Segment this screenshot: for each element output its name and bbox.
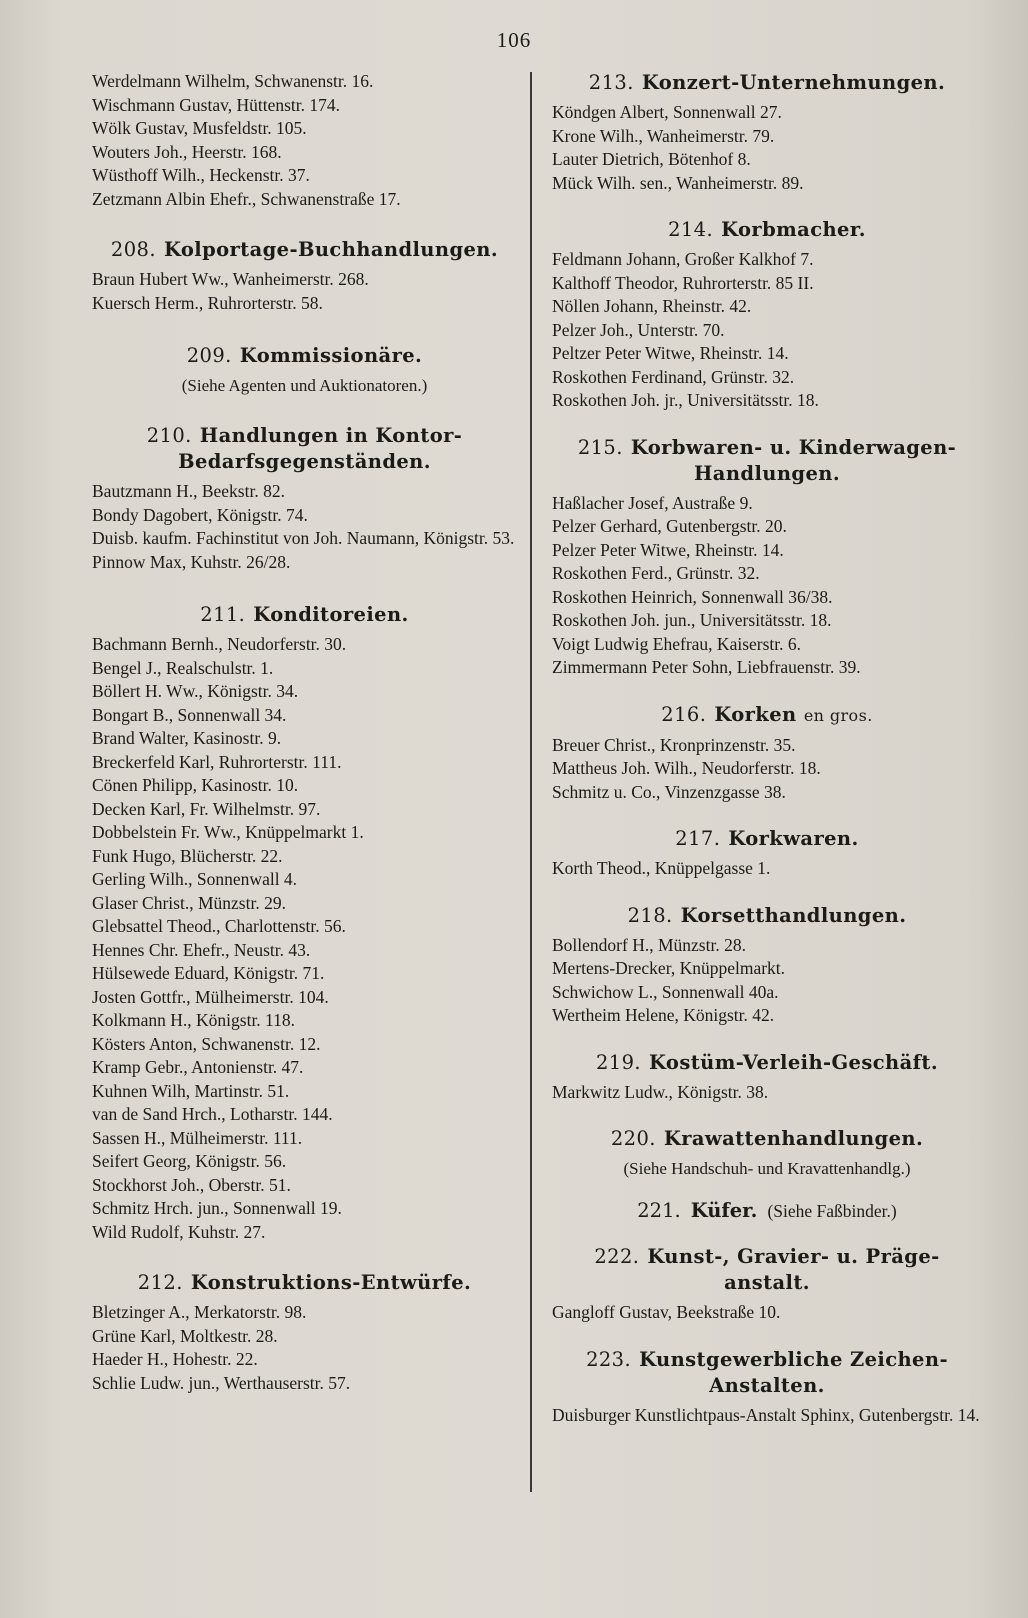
section-217: [552, 826, 982, 881]
list-item: Grüne Karl, Moltkestr. 28.: [92, 1325, 278, 1346]
section-heading: [92, 1270, 517, 1296]
section-208: [92, 237, 517, 315]
list-item: Zetzmann Albin Ehefr., Schwanenstraße 17.: [92, 188, 401, 209]
list-item: Schlie Ludw. jun., Werthauserstr. 57.: [92, 1372, 351, 1393]
list-item: Kuersch Herm., Ruhrorterstr. 58.: [92, 292, 323, 313]
section-title-line2: Handlungen.: [693, 461, 841, 485]
list-item: Kalthoff Theodor, Ruhrorterstr. 85 II.: [552, 272, 814, 293]
section-title-line2: Bedarfsgegenständen.: [178, 450, 431, 473]
section-title: Krawattenhandlungen.: [663, 1127, 924, 1150]
list-item: Markwitz Ludw., Königstr. 38.: [552, 1081, 769, 1102]
list-item: Mertens-Drecker, Knüppelmarkt.: [552, 958, 786, 978]
section-heading: [552, 70, 982, 96]
section-heading: [92, 237, 517, 263]
list-item: Pelzer Joh., Unterstr. 70.: [552, 319, 725, 340]
list-item: Wüsthoff Wilh., Heckenstr. 37.: [92, 165, 310, 185]
section-heading: [92, 602, 517, 628]
left-column: [92, 70, 517, 1417]
section-number: 210.: [146, 424, 192, 447]
list-item: Duisburger Kunstlichtpaus-Anstalt Sphinx, Gutenbergstr. 14.: [552, 1404, 980, 1425]
list-item: Hennes Chr. Ehefr., Neustr. 43.: [92, 939, 311, 960]
list-item: Kolkmann H., Königstr. 118.: [92, 1010, 296, 1030]
list-item: Lauter Dietrich, Bötenhof 8.: [552, 149, 751, 169]
section-213: [552, 70, 982, 195]
section-title: Korken: [714, 702, 797, 726]
list-item: Roskothen Joh. jr., Universitätsstr. 18.: [552, 390, 819, 410]
section-heading: [552, 1050, 982, 1076]
list-item: Mattheus Joh. Wilh., Neudorferstr. 18.: [552, 758, 821, 778]
section-title-line2: anstalt.: [724, 1271, 810, 1294]
list-item: Bondy Dagobert, Königstr. 74.: [92, 504, 308, 525]
section-209: [92, 343, 517, 397]
section-number: 213.: [588, 71, 634, 94]
section-number: 218.: [627, 903, 673, 927]
list-item: Kösters Anton, Schwanenstr. 12.: [92, 1033, 321, 1054]
section-continued: [92, 70, 517, 211]
list-item: Pelzer Gerhard, Gutenbergstr. 20.: [552, 516, 787, 536]
list-item: Bletzinger A., Merkatorstr. 98.: [92, 1302, 307, 1322]
list-item: Bongart B., Sonnenwall 34.: [92, 704, 287, 725]
list-item: Roskothen Heinrich, Sonnenwall 36/38.: [552, 586, 833, 607]
right-column: [552, 70, 982, 1449]
list-item: Hülsewede Eduard, Königstr. 71.: [92, 963, 325, 983]
section-number: 209.: [186, 344, 232, 367]
list-item: Roskothen Ferd., Grünstr. 32.: [552, 563, 760, 583]
list-item: Cönen Philipp, Kasinostr. 10.: [92, 775, 299, 795]
list-item: Glaser Christ., Münzstr. 29.: [92, 892, 286, 913]
section-title-line1: Kunstgewerbliche Zeichen-: [639, 1347, 948, 1371]
list-item: Josten Gottfr., Mülheimerstr. 104.: [92, 986, 329, 1007]
list-item: Duisb. kaufm. Fachinstitut von Joh. Naumann, Königstr. 53.: [92, 528, 515, 548]
section-number: 211.: [200, 603, 246, 626]
list-item: Pinnow Max, Kuhstr. 26/28.: [92, 551, 291, 572]
section-heading: [92, 423, 517, 449]
list-item: Bengel J., Realschulstr. 1.: [92, 657, 274, 678]
list-item: Seifert Georg, Königstr. 56.: [92, 1151, 287, 1171]
list-item: Bachmann Bernh., Neudorferstr. 30.: [92, 634, 347, 654]
section-220: [552, 1126, 982, 1180]
section-title: Kolportage-Buchhandlungen.: [163, 238, 499, 261]
list-item: Glebsattel Theod., Charlottenstr. 56.: [92, 916, 346, 936]
section-number: 214.: [668, 218, 714, 241]
list-item: Korth Theod., Knüppelgasse 1.: [552, 858, 771, 878]
list-item: Krone Wilh., Wanheimerstr. 79.: [552, 125, 775, 146]
list-item: Kramp Gebr., Antonienstr. 47.: [92, 1057, 304, 1077]
list-item: Schwichow L., Sonnenwall 40a.: [552, 981, 779, 1002]
cross-reference-note: (Siehe Handschuh- und Kravattenhandlg.): [623, 1159, 911, 1178]
section-title-line1: Korbwaren- u. Kinderwagen-: [630, 435, 957, 459]
list-item: Haßlacher Josef, Austraße 9.: [552, 492, 753, 513]
section-number: 212.: [137, 1271, 183, 1294]
list-item: Voigt Ludwig Ehefrau, Kaiserstr. 6.: [552, 633, 802, 654]
section-219: [552, 1050, 982, 1105]
list-item: Funk Hugo, Blücherstr. 22.: [92, 845, 283, 866]
list-item: Wischmann Gustav, Hüttenstr. 174.: [92, 94, 340, 115]
list-item: Werdelmann Wilhelm, Schwanenstr. 16.: [92, 71, 374, 91]
list-item: Nöllen Johann, Rheinstr. 42.: [552, 296, 752, 316]
list-item: Wölk Gustav, Musfeldstr. 105.: [92, 118, 307, 138]
list-item: Pelzer Peter Witwe, Rheinstr. 14.: [552, 539, 784, 560]
section-215: [552, 435, 982, 680]
section-number: 216.: [661, 702, 707, 726]
list-item: van de Sand Hrch., Lotharstr. 144.: [92, 1104, 333, 1124]
list-item: Sassen H., Mülheimerstr. 111.: [92, 1127, 303, 1148]
section-212: [92, 1270, 517, 1395]
section-title: Korkwaren.: [728, 827, 859, 850]
section-title: Küfer.: [690, 1199, 758, 1222]
section-heading: [92, 343, 517, 369]
section-title-line2: Anstalten.: [709, 1373, 825, 1397]
list-item: Bollendorf H., Münzstr. 28.: [552, 934, 746, 955]
list-item: Breckerfeld Karl, Ruhrorterstr. 111.: [92, 751, 342, 772]
section-heading: [552, 435, 982, 461]
section-heading: [552, 1244, 982, 1270]
list-item: Wouters Joh., Heerstr. 168.: [92, 141, 282, 162]
list-item: Gangloff Gustav, Beekstraße 10.: [552, 1302, 781, 1322]
list-item: Zimmermann Peter Sohn, Liebfrauenstr. 39.: [552, 657, 861, 677]
section-title: Kostüm-Verleih-Geschäft.: [649, 1050, 939, 1074]
section-number: 217.: [675, 827, 721, 850]
section-title-line1: Kunst-, Gravier- u. Präge-: [647, 1245, 940, 1268]
list-item: Roskothen Ferdinand, Grünstr. 32.: [552, 366, 795, 387]
section-number: 219.: [595, 1050, 641, 1074]
section-title: Konditoreien.: [253, 603, 409, 626]
section-214: [552, 217, 982, 413]
list-item: Köndgen Albert, Sonnenwall 27.: [552, 102, 782, 122]
section-heading: [552, 1126, 982, 1152]
list-item: Stockhorst Joh., Oberstr. 51.: [92, 1174, 291, 1195]
cross-reference-note: (Siehe Agenten und Auktionatoren.): [181, 376, 428, 395]
list-item: Feldmann Johann, Großer Kalkhof 7.: [552, 249, 814, 269]
list-item: Roskothen Joh. jun., Universitätsstr. 18.: [552, 610, 832, 630]
list-item: Decken Karl, Fr. Wilhelmstr. 97.: [92, 798, 321, 819]
list-item: Dobbelstein Fr. Ww., Knüppelmarkt 1.: [92, 822, 364, 842]
list-item: Brand Walter, Kasinostr. 9.: [92, 728, 282, 748]
cross-reference-note: (Siehe Faßbinder.): [767, 1201, 897, 1221]
section-210: [92, 423, 517, 574]
page-number: 106: [496, 28, 532, 52]
list-item: Gerling Wilh., Sonnenwall 4.: [92, 869, 298, 889]
section-number: 222.: [594, 1245, 640, 1268]
list-item: Breuer Christ., Kronprinzenstr. 35.: [552, 734, 796, 755]
list-item: Bautzmann H., Beekstr. 82.: [92, 481, 285, 501]
list-item: Böllert H. Ww., Königstr. 34.: [92, 681, 299, 701]
section-heading: [552, 217, 982, 243]
list-item: Wild Rudolf, Kuhstr. 27.: [92, 1221, 266, 1242]
section-number: 223.: [586, 1347, 632, 1371]
list-item: Kuhnen Wilh, Martinstr. 51.: [92, 1080, 290, 1101]
section-number: 220.: [610, 1127, 656, 1150]
section-title: Kommissionäre.: [239, 344, 423, 367]
section-heading: [552, 903, 982, 929]
section-title-suffix: en gros.: [803, 705, 873, 725]
section-heading: [552, 702, 982, 729]
list-item: Mück Wilh. sen., Wanheimerstr. 89.: [552, 172, 804, 193]
section-number: 208.: [110, 238, 156, 261]
section-title: Korsetthandlungen.: [680, 903, 907, 927]
section-title: Korbmacher.: [721, 218, 866, 241]
list-item: Haeder H., Hohestr. 22.: [92, 1349, 258, 1369]
section-number: 215.: [577, 435, 623, 459]
section-216: [552, 702, 982, 805]
list-item: Peltzer Peter Witwe, Rheinstr. 14.: [552, 343, 789, 363]
list-item: Schmitz u. Co., Vinzenzgasse 38.: [552, 781, 786, 802]
section-221: [552, 1198, 982, 1224]
section-title: Konstruktions-Entwürfe.: [190, 1271, 472, 1294]
section-heading: [552, 1347, 982, 1373]
list-item: Schmitz Hrch. jun., Sonnenwall 19.: [92, 1198, 342, 1218]
section-218: [552, 903, 982, 1028]
section-title-line1: Handlungen in Kontor-: [199, 424, 463, 447]
section-title: Konzert-Unternehmungen.: [641, 71, 946, 94]
section-heading: [552, 826, 982, 852]
list-item: Wertheim Helene, Königstr. 42.: [552, 1005, 775, 1025]
section-223: [552, 1347, 982, 1428]
list-item: Braun Hubert Ww., Wanheimerstr. 268.: [92, 269, 369, 289]
section-222: [552, 1244, 982, 1325]
section-number: 221.: [637, 1199, 681, 1222]
section-211: [92, 602, 517, 1244]
column-divider: [530, 72, 532, 1492]
